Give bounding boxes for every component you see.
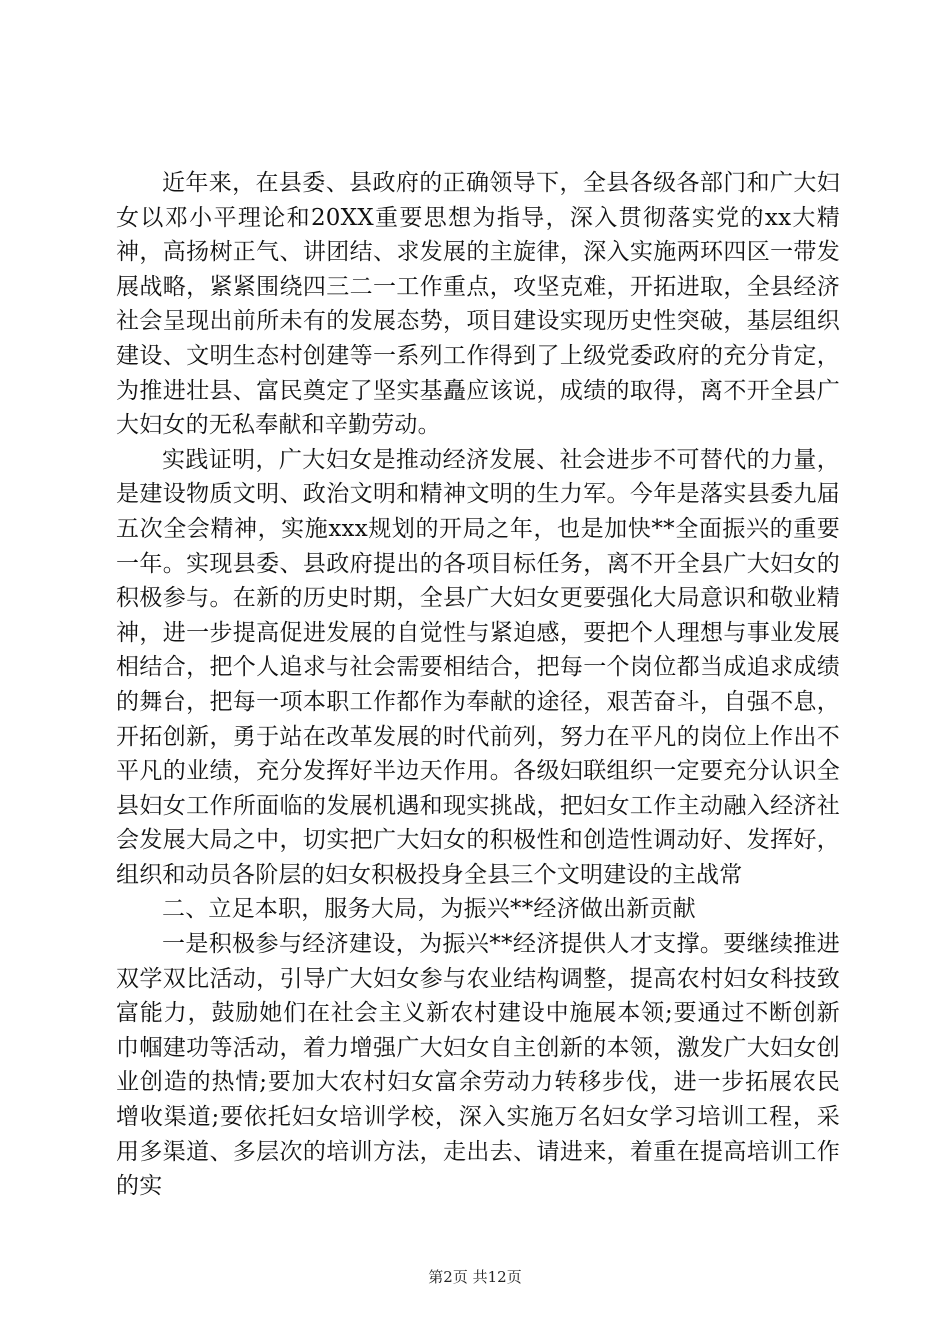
paragraph-achievements: 近年来，在县委、县政府的正确领导下，全县各级各部门和广大妇女以邓小平理论和20XX重要思想为指导，深入贯彻落实党的xx大精神，高扬树正气、讲团结、求发展的主旋律，深入实施两环四区一带发展战略，紧紧围绕四三二一工作重点，攻坚克难，开拓进取，全县经济社会呈现出前所未有的发展态势，项目建设实现历史性突破，基层组织建设、文明生态村创建等一系列工作得到了上级党委政府的充分肯定，为推进壮县、富民奠定了坚实基矗应该说，成绩的取得，离不开全县广大妇女的无私奉献和辛勤劳动。: [116, 170, 840, 439]
paragraph-practice-proves: 实践证明，广大妇女是推动经济发展、社会进步不可替代的力量，是建设物质文明、政治文明和精神文明的生力军。今年是落实县委九届五次全会精神，实施xxx规划的开局之年，也是加快**全面振兴的重要一年。实现县委、县政府提出的各项目标任务，离不开全县广大妇女的积极参与。在新的历史时期，全县广大妇女更要强化大局意识和敬业精神，进一步提高促进发展的自觉性与紧迫感，要把个人理想与事业发展相结合，把个人追求与社会需要相结合，把每一个岗位都当成追求成绩的舞台，把每一项本职工作都作为奉献的途径，艰苦奋斗，自强不息，开拓创新，勇于站在改革发展的时代前列，努力在平凡的岗位上作出不平凡的业绩，充分发挥好半边天作用。各级妇联组织一定要充分认识全县妇女工作所面临的发展机遇和现实挑战，把妇女工作主动融入经济社会发展大局之中，切实把广大妇女的积极性和创造性调动好、发挥好，组织和动员各阶层的妇女积极投身全县三个文明建设的主战常: [116, 446, 840, 888]
page-number-footer: 第2页 共12页: [428, 1268, 522, 1286]
section-heading: 二、立足本职，服务大局，为振兴**经济做出新贡献: [162, 896, 696, 923]
paragraph-economic-participation: 一是积极参与经济建设，为振兴**经济提供人才支撑。要继续推进双学双比活动，引导广大妇女参与农业结构调整，提高农村妇女科技致富能力，鼓励她们在社会主义新农村建设中施展本领;要通过不断创新巾帼建功等活动，着力增强广大妇女自主创新的本领，激发广大妇女创业创造的热情;要加大农村妇女富余劳动力转移步伐，进一步拓展农民增收渠道;要依托妇女培训学校，深入实施万名妇女学习培训工程，采用多渠道、多层次的培训方法，走出去、请进来，着重在提高培训工作的实: [116, 931, 840, 1200]
document-body: [116, 166, 840, 1204]
